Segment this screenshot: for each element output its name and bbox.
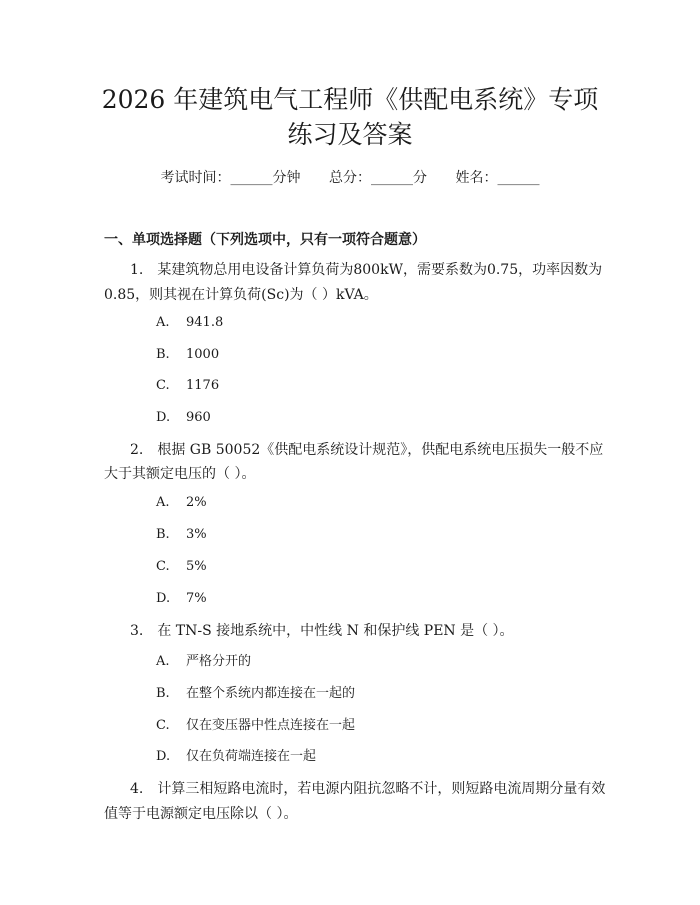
question-1-stem-line-1 — [130, 260, 602, 280]
question-2-option-c — [156, 557, 207, 577]
option-letter: A. — [156, 495, 170, 510]
document-title-line-2: 练习及答案 — [287, 120, 413, 149]
option-text: 严格分开的 — [186, 654, 252, 669]
option-letter: B. — [156, 527, 170, 542]
option-letter: D. — [156, 591, 171, 606]
question-number: 4. — [130, 781, 144, 797]
question-3-option-d — [156, 747, 316, 767]
option-text: 在整个系统内都连接在一起的 — [186, 686, 356, 701]
question-2-option-a — [156, 493, 207, 513]
option-text: 1000 — [186, 347, 220, 362]
option-letter: C. — [156, 559, 170, 574]
question-1-option-c — [156, 376, 219, 396]
question-text: 某建筑物总用电设备计算负荷为800kW，需要系数为0.75，功率因数为 — [157, 262, 603, 278]
option-letter: B. — [156, 686, 170, 701]
option-text: 仅在负荷端连接在一起 — [186, 749, 317, 764]
question-1-option-b — [156, 345, 219, 365]
section-heading: 一、单项选择题（下列选项中，只有一项符合题意） — [104, 232, 426, 248]
option-letter: A. — [156, 315, 170, 330]
question-3-stem-line-1 — [130, 621, 514, 641]
question-3-option-c — [156, 716, 355, 736]
option-text: 7% — [186, 591, 207, 606]
question-text: 在 TN-S 接地系统中，中性线 N 和保护线 PEN 是（ ）。 — [157, 623, 514, 639]
question-2-stem-line-2: 大于其额定电压的（ ）。 — [104, 466, 256, 482]
option-letter: A. — [156, 654, 170, 669]
exam-time-field: 考试时间：______分钟 — [160, 170, 301, 186]
question-text: 计算三相短路电流时，若电源内阻抗忽略不计，则短路电流周期分量有效 — [157, 781, 606, 797]
option-text: 仅在变压器中性点连接在一起 — [186, 718, 356, 733]
option-letter: D. — [156, 749, 171, 764]
name-field: 姓名：______ — [455, 170, 540, 186]
question-1-stem-line-2: 0.85，则其视在计算负荷(Sc)为（ ）kVA。 — [104, 287, 378, 303]
option-text: 5% — [186, 559, 207, 574]
option-letter: C. — [156, 378, 170, 393]
document-title-line-1: 2026 年建筑电气工程师《供配电系统》专项 — [101, 85, 599, 114]
option-text: 3% — [186, 527, 207, 542]
question-text: 根据 GB 50052《供配电系统设计规范》，供配电系统电压损失一般不应 — [157, 442, 604, 458]
exam-info-row — [0, 167, 700, 189]
question-number: 3. — [130, 623, 144, 639]
total-score-field: 总分：______分 — [329, 170, 427, 186]
question-3-option-b — [156, 684, 355, 704]
option-letter: B. — [156, 347, 170, 362]
option-letter: C. — [156, 718, 170, 733]
option-letter: D. — [156, 410, 171, 425]
question-2-stem-line-1 — [130, 440, 603, 460]
option-text: 960 — [186, 410, 211, 425]
option-text: 2% — [186, 495, 207, 510]
question-1-option-a — [156, 313, 223, 333]
question-1-option-d — [156, 408, 211, 428]
question-3-option-a — [156, 652, 251, 672]
question-2-option-b — [156, 525, 207, 545]
question-4-stem-line-2: 值等于电源额定电压除以（ ）。 — [104, 806, 298, 822]
question-4-stem-line-1 — [130, 779, 605, 799]
option-text: 1176 — [186, 378, 220, 393]
question-2-option-d — [156, 589, 207, 609]
question-number: 2. — [130, 442, 144, 458]
question-number: 1. — [130, 262, 144, 278]
option-text: 941.8 — [186, 315, 224, 330]
